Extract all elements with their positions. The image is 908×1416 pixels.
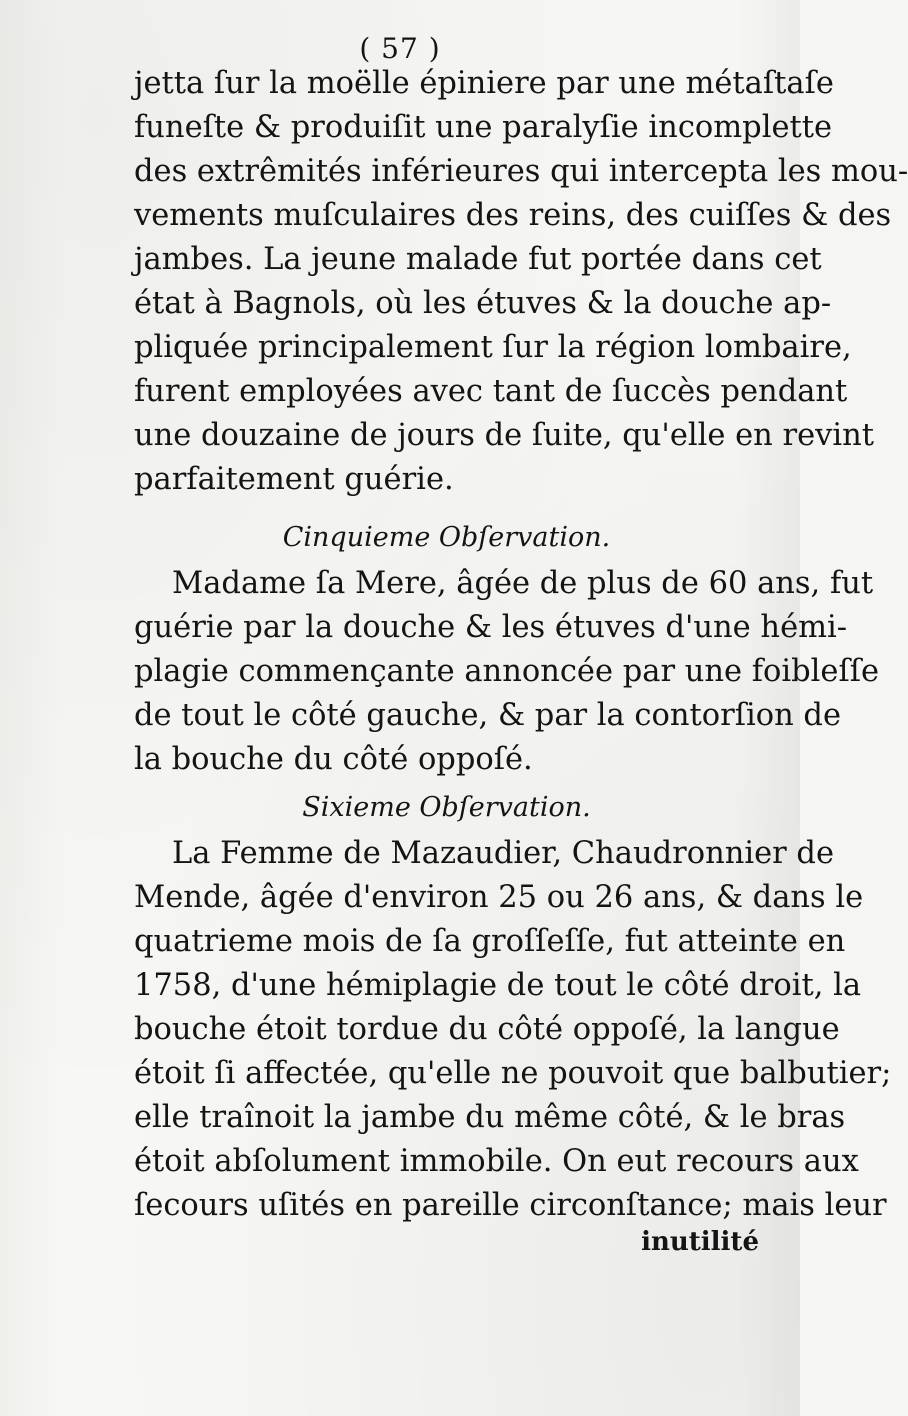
text-line: furent employées avec tant de ſuccès pendant (134, 374, 848, 409)
text-line: Mende, âgée d'environ 25 ou 26 ans, & dans le (134, 880, 864, 915)
page-number: ( 57 ) (359, 32, 441, 65)
catchword: inutilité (641, 1227, 759, 1257)
text-line: La Femme de Mazaudier, Chaudronnier de (172, 836, 835, 871)
text-line: de tout le côté gauche, & par la contorſion de (134, 698, 842, 733)
text-line: vements muſculaires des reins, des cuiſſes & des (134, 198, 892, 233)
text-line: 1758, d'une hémiplagie de tout le côté droit, la (134, 968, 862, 1003)
text-line: bouche étoit tordue du côté oppoſé, la langue (134, 1012, 840, 1047)
text-line: parfaitement guérie. (134, 462, 454, 497)
text-line: des extrêmités inférieures qui intercepta les mou- (134, 154, 908, 189)
observation-5-heading: Cinquieme Obſervation. (282, 522, 611, 553)
text-line: étoit abſolument immobile. On eut recours aux (134, 1144, 859, 1179)
text-line: Madame ſa Mere, âgée de plus de 60 ans, fut (172, 566, 874, 601)
text-line: funeſte & produiſit une paralyſie incomplette (134, 110, 833, 145)
text-line: elle traînoit la jambe du même côté, & le bras (134, 1100, 846, 1135)
text-line: jetta ſur la moëlle épiniere par une métaſtaſe (134, 66, 834, 101)
observation-6-heading: Sixieme Obſervation. (302, 792, 591, 823)
text-line: pliquée principalement ſur la région lombaire, (134, 330, 852, 365)
text-line: étoit ſi affectée, qu'elle ne pouvoit que balbutier; (134, 1056, 892, 1091)
text-line: quatrieme mois de ſa groſſeſſe, fut atteinte en (134, 924, 846, 959)
text-line: guérie par la douche & les étuves d'une hémi- (134, 610, 848, 645)
text-line: jambes. La jeune malade fut portée dans cet (134, 242, 822, 277)
text-line: une douzaine de jours de ſuite, qu'elle en revint (134, 418, 875, 453)
text-line: plagie commençante annoncée par une foibleſſe (134, 654, 880, 689)
text-line: la bouche du côté oppoſé. (134, 742, 533, 777)
text-line: ſecours uſités en pareille circonſtance; mais leur (134, 1188, 887, 1223)
text-line: état à Bagnols, où les étuves & la douche ap- (134, 286, 832, 321)
